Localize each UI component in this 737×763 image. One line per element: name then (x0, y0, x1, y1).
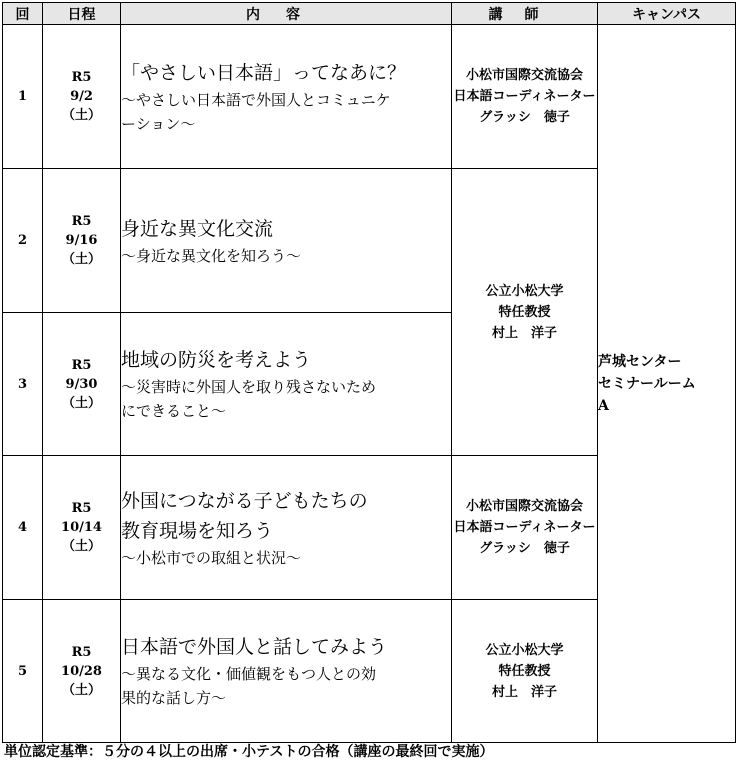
lecturer-org: 公立小松大学 (485, 283, 564, 299)
session-title: 外国につながる子どもたちの (121, 489, 368, 512)
date-weekday: （土） (61, 539, 101, 554)
session-subtitle: ～異なる文化・価値観をもつ人との効 (121, 665, 377, 683)
lecturer-org: 公立小松大学 (485, 642, 564, 658)
session-date (43, 600, 121, 743)
campus-room-code: A (598, 397, 609, 414)
lecturer-role: 日本語コーディネーター (453, 89, 596, 104)
session-subtitle: ～災害時に外国人を取り残さないため (121, 378, 377, 396)
lecturer-role: 特任教授 (498, 304, 551, 320)
lecturer-name: 村上 洋子 (491, 325, 557, 341)
lecturer-org: 小松市国際交流協会 (465, 499, 583, 514)
session-row-1 (3, 25, 736, 169)
header-date: 日程 (43, 3, 121, 25)
lecturer-name: 村上 洋子 (491, 684, 557, 700)
campus-room: セミナールーム (598, 375, 696, 392)
date-era: R5 (71, 70, 92, 85)
header-content: 内容 (121, 3, 452, 25)
lecturer-role: 日本語コーディネーター (453, 520, 596, 535)
date-weekday: （土） (61, 682, 101, 698)
date-weekday: （土） (61, 108, 101, 123)
credit-criteria-note: 単位認定基準：５分の４以上の出席・小テストの合格（講座の最終回で実施） (4, 744, 494, 760)
session-title: 身近な異文化交流 (121, 217, 274, 240)
date-day: 9/2 (70, 89, 93, 104)
lecturer-org: 小松市国際交流協会 (465, 68, 583, 83)
session-subtitle: 果的な話し方～ (121, 689, 227, 707)
session-title: 地域の防災を考えよう (121, 349, 312, 371)
schedule-table (2, 2, 736, 743)
date-era: R5 (71, 214, 92, 229)
session-date (43, 313, 121, 456)
session-content (121, 169, 452, 313)
lecturer-cell (452, 600, 598, 743)
session-subtitle: ～小松市での取組と状況～ (121, 548, 302, 567)
date-era: R5 (71, 501, 92, 516)
date-era: R5 (71, 357, 92, 373)
lecturer-cell (452, 169, 598, 456)
session-date (43, 456, 121, 600)
header-no: 回 (3, 3, 43, 25)
session-content (121, 600, 452, 743)
campus-building: 芦城センター (598, 353, 682, 370)
lecturer-cell (452, 456, 598, 600)
session-title: 「やさしい日本語」ってなあに？ (121, 61, 407, 84)
lecturer-name: グラッシ 徳子 (479, 541, 570, 556)
lecturer-cell (452, 25, 598, 169)
date-weekday: （土） (61, 395, 101, 411)
date-day: 10/28 (61, 663, 102, 679)
header-campus: キャンパス (598, 3, 736, 25)
campus-cell (598, 25, 736, 743)
session-content (121, 25, 452, 169)
header-lecturer: 講師 (452, 3, 598, 25)
session-content (121, 456, 452, 600)
session-date (43, 25, 121, 169)
lecturer-role: 特任教授 (498, 663, 551, 679)
session-subtitle: にできること～ (121, 402, 227, 420)
session-number: 1 (3, 25, 43, 169)
session-number: 4 (3, 456, 43, 600)
session-number: 2 (3, 169, 43, 313)
date-weekday: （土） (61, 252, 101, 267)
date-era: R5 (71, 644, 92, 660)
session-subtitle: ーション～ (121, 114, 196, 133)
session-content (121, 313, 452, 456)
header-row (3, 3, 736, 25)
session-date (43, 169, 121, 313)
session-title: 日本語で外国人と話してみよう (121, 636, 388, 658)
session-subtitle: ～やさしい日本語で外国人とコミュニケ (121, 90, 391, 109)
lecturer-name: グラッシ 徳子 (479, 110, 570, 125)
session-number: 5 (3, 600, 43, 743)
date-day: 9/30 (65, 376, 98, 392)
date-day: 9/16 (65, 233, 98, 248)
session-subtitle: ～身近な異文化を知ろう～ (121, 246, 302, 265)
date-day: 10/14 (61, 520, 102, 535)
session-number: 3 (3, 313, 43, 456)
session-title: 教育現場を知ろう (121, 519, 274, 542)
